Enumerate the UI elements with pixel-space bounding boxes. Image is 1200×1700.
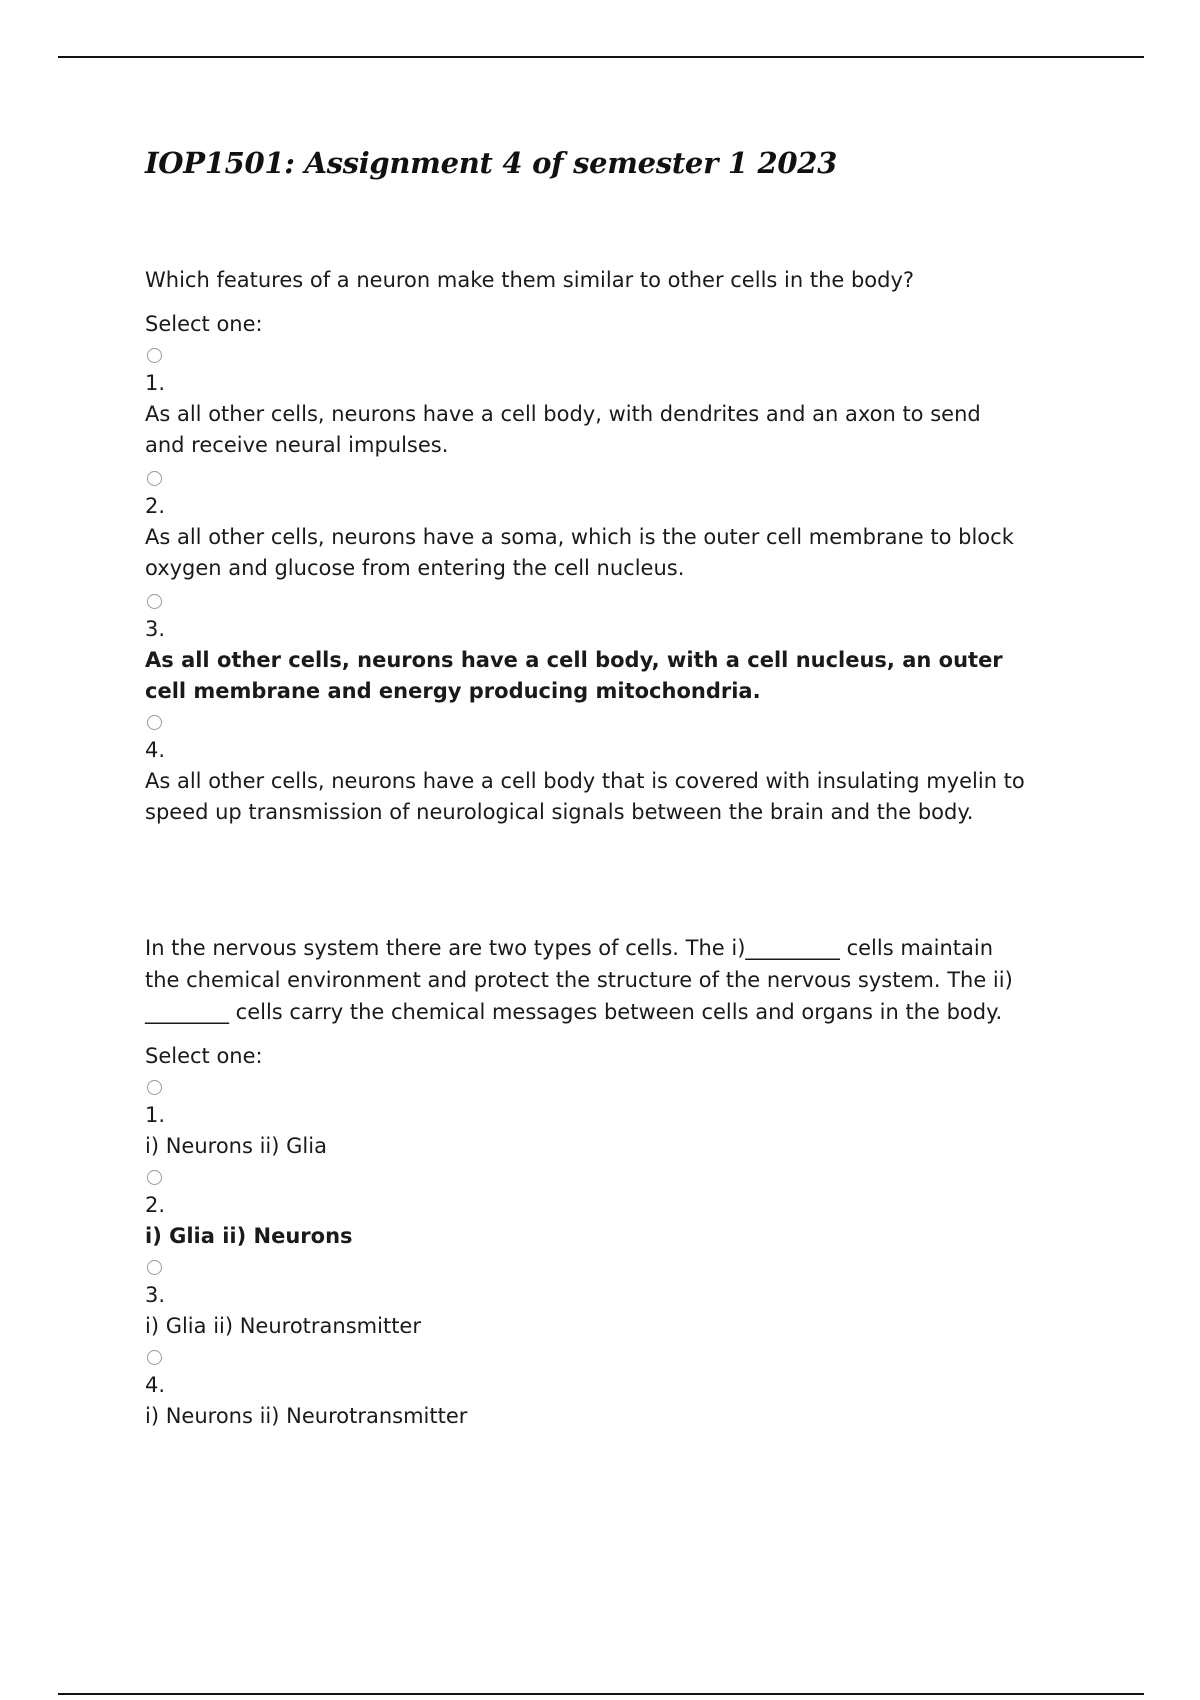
option-number: 1. bbox=[145, 1103, 166, 1127]
option-text: As all other cells, neurons have a cell body, with dendrites and an axon to send and receive neural impulses. bbox=[145, 402, 981, 457]
option-number: 2. bbox=[145, 494, 166, 518]
answer-option-1[interactable] bbox=[145, 1080, 1025, 1162]
radio-button[interactable] bbox=[147, 1080, 162, 1095]
option-number: 3. bbox=[145, 617, 166, 641]
answer-option-2[interactable] bbox=[145, 471, 1025, 584]
option-text-correct: i) Glia ii) Neurons bbox=[145, 1224, 353, 1248]
top-rule bbox=[58, 56, 1144, 58]
question-text: Which features of a neuron make them similar to other cells in the body? bbox=[145, 268, 915, 292]
question-text: In the nervous system there are two types of cells. The i)_________ cells maintain the chemical environment and protect the structure of the nervous system. The ii) ________ cells carry the chemical messages between cells and organs in the body. bbox=[145, 936, 1013, 1024]
option-text: As all other cells, neurons have a cell body that is covered with insulating myelin to speed up transmission of neurological signals between the brain and the body. bbox=[145, 769, 1025, 824]
radio-button[interactable] bbox=[147, 471, 162, 486]
option-text: As all other cells, neurons have a soma, which is the outer cell membrane to block oxygen and glucose from entering the cell nucleus. bbox=[145, 525, 1014, 580]
radio-button[interactable] bbox=[147, 594, 162, 609]
select-one-label: Select one: bbox=[145, 1044, 263, 1068]
option-number: 4. bbox=[145, 738, 166, 762]
question-1 bbox=[145, 264, 1025, 828]
page-title: IOP1501: Assignment 4 of semester 1 2023 bbox=[145, 146, 838, 180]
option-text: i) Glia ii) Neurotransmitter bbox=[145, 1314, 421, 1338]
question-2 bbox=[145, 932, 1025, 1432]
answer-option-3[interactable] bbox=[145, 594, 1025, 707]
radio-button[interactable] bbox=[147, 348, 162, 363]
answer-option-4[interactable] bbox=[145, 715, 1025, 828]
answer-option-2[interactable] bbox=[145, 1170, 1025, 1252]
option-number: 1. bbox=[145, 371, 166, 395]
option-number: 3. bbox=[145, 1283, 166, 1307]
bottom-rule bbox=[58, 1693, 1144, 1695]
radio-button[interactable] bbox=[147, 1350, 162, 1365]
select-one-label: Select one: bbox=[145, 312, 263, 336]
option-number: 2. bbox=[145, 1193, 166, 1217]
answer-option-3[interactable] bbox=[145, 1260, 1025, 1342]
answer-option-1[interactable] bbox=[145, 348, 1025, 461]
radio-button[interactable] bbox=[147, 1170, 162, 1185]
answer-option-4[interactable] bbox=[145, 1350, 1025, 1432]
radio-button[interactable] bbox=[147, 715, 162, 730]
option-text: i) Neurons ii) Neurotransmitter bbox=[145, 1404, 468, 1428]
option-number: 4. bbox=[145, 1373, 166, 1397]
option-text: i) Neurons ii) Glia bbox=[145, 1134, 327, 1158]
radio-button[interactable] bbox=[147, 1260, 162, 1275]
option-text-correct: As all other cells, neurons have a cell body, with a cell nucleus, an outer cell membrane and energy producing mitochondria. bbox=[145, 648, 1003, 703]
